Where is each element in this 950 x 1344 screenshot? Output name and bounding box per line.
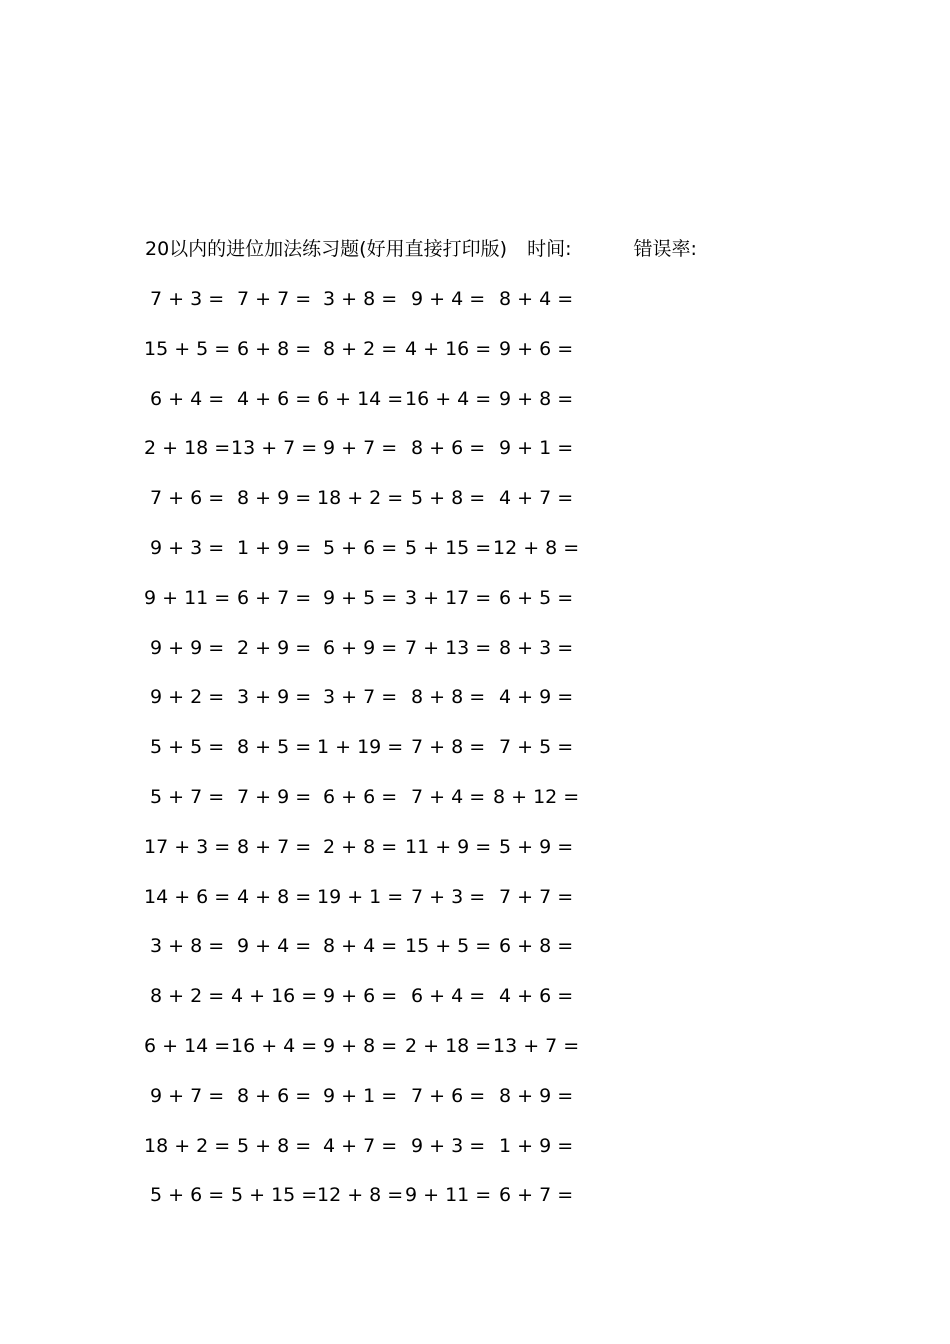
addition-problem: 12 + 8 = bbox=[493, 537, 580, 559]
addition-problem: 9 + 7 = bbox=[323, 437, 398, 460]
addition-problem: 8 + 4 = bbox=[323, 935, 398, 958]
addition-problem: 18 + 2 = bbox=[317, 487, 404, 510]
addition-problem: 9 + 5 = bbox=[323, 586, 398, 609]
addition-problem: 9 + 6 = bbox=[323, 985, 398, 1008]
addition-problem: 9 + 11 = bbox=[405, 1184, 492, 1207]
addition-problem: 2 + 18 = bbox=[405, 1035, 492, 1057]
addition-problem: 7 + 7 = bbox=[237, 288, 312, 310]
problem-row bbox=[0, 1132, 950, 1160]
addition-problem: 7 + 6 = bbox=[411, 1084, 486, 1107]
problem-row bbox=[0, 783, 950, 811]
addition-problem: 8 + 12 = bbox=[493, 786, 580, 808]
problem-row bbox=[0, 385, 950, 413]
addition-problem: 4 + 8 = bbox=[237, 885, 312, 908]
addition-problem: 6 + 4 = bbox=[411, 985, 486, 1008]
addition-problem: 8 + 9 = bbox=[499, 1084, 574, 1107]
addition-problem: 3 + 9 = bbox=[237, 686, 312, 709]
addition-problem: 1 + 9 = bbox=[499, 1134, 574, 1157]
addition-problem: 8 + 8 = bbox=[411, 686, 486, 709]
problem-row bbox=[0, 883, 950, 911]
addition-problem: 6 + 14 = bbox=[144, 1035, 231, 1057]
addition-problem: 9 + 11 = bbox=[144, 586, 231, 609]
addition-problem: 8 + 4 = bbox=[499, 288, 574, 310]
problem-row bbox=[0, 982, 950, 1010]
problem-row bbox=[0, 434, 950, 462]
problem-row bbox=[0, 683, 950, 711]
addition-problem: 11 + 9 = bbox=[405, 835, 492, 858]
addition-problem: 4 + 16 = bbox=[231, 985, 318, 1008]
addition-problem: 6 + 8 = bbox=[499, 935, 574, 958]
problem-row bbox=[0, 285, 950, 313]
problem-row bbox=[0, 534, 950, 562]
problem-row bbox=[0, 1032, 950, 1060]
addition-problem: 2 + 9 = bbox=[237, 636, 312, 659]
addition-problem: 5 + 9 = bbox=[499, 835, 574, 858]
addition-problem: 9 + 3 = bbox=[150, 537, 225, 559]
addition-problem: 4 + 6 = bbox=[237, 387, 312, 410]
addition-problem: 4 + 7 = bbox=[499, 487, 574, 510]
problem-row bbox=[0, 484, 950, 512]
addition-problem: 15 + 5 = bbox=[144, 337, 231, 360]
addition-problem: 7 + 3 = bbox=[411, 885, 486, 908]
addition-problem: 6 + 14 = bbox=[317, 387, 404, 410]
addition-problem: 15 + 5 = bbox=[405, 935, 492, 958]
problem-row bbox=[0, 584, 950, 612]
addition-problem: 14 + 6 = bbox=[144, 885, 231, 908]
addition-problem: 9 + 1 = bbox=[499, 437, 574, 460]
addition-problem: 9 + 3 = bbox=[411, 1134, 486, 1157]
addition-problem: 5 + 8 = bbox=[411, 487, 486, 510]
addition-problem: 5 + 15 = bbox=[231, 1184, 318, 1207]
addition-problem: 5 + 6 = bbox=[150, 1184, 225, 1207]
addition-problem: 4 + 9 = bbox=[499, 686, 574, 709]
worksheet-title: 20以内的进位加法练习题(好用直接打印版) bbox=[145, 238, 508, 260]
problem-row bbox=[0, 733, 950, 761]
addition-problem: 7 + 5 = bbox=[499, 736, 574, 759]
addition-problem: 1 + 9 = bbox=[237, 537, 312, 559]
addition-problem: 3 + 17 = bbox=[405, 586, 492, 609]
addition-problem: 13 + 7 = bbox=[231, 437, 318, 460]
problem-row bbox=[0, 335, 950, 363]
addition-problem: 5 + 8 = bbox=[237, 1134, 312, 1157]
addition-problem: 5 + 15 = bbox=[405, 537, 492, 559]
addition-problem: 9 + 8 = bbox=[499, 387, 574, 410]
addition-problem: 8 + 3 = bbox=[499, 636, 574, 659]
addition-problem: 8 + 6 = bbox=[411, 437, 486, 460]
addition-problem: 3 + 8 = bbox=[150, 935, 225, 958]
addition-problem: 6 + 4 = bbox=[150, 387, 225, 410]
addition-problem: 2 + 18 = bbox=[144, 437, 231, 460]
time-label: 时间: bbox=[527, 238, 572, 260]
addition-problem: 7 + 7 = bbox=[499, 885, 574, 908]
addition-problem: 6 + 7 = bbox=[237, 586, 312, 609]
problem-row bbox=[0, 1082, 950, 1110]
addition-problem: 7 + 6 = bbox=[150, 487, 225, 510]
addition-problem: 2 + 8 = bbox=[323, 835, 398, 858]
addition-problem: 4 + 7 = bbox=[323, 1134, 398, 1157]
problem-row bbox=[0, 634, 950, 662]
addition-problem: 5 + 5 = bbox=[150, 736, 225, 759]
addition-problem: 6 + 6 = bbox=[323, 786, 398, 808]
error-rate-label: 错误率: bbox=[633, 238, 697, 260]
addition-problem: 16 + 4 = bbox=[231, 1035, 318, 1057]
addition-problem: 8 + 6 = bbox=[237, 1084, 312, 1107]
addition-problem: 9 + 1 = bbox=[323, 1084, 398, 1107]
addition-problem: 8 + 2 = bbox=[150, 985, 225, 1008]
problem-row bbox=[0, 833, 950, 861]
addition-problem: 5 + 6 = bbox=[323, 537, 398, 559]
addition-problem: 7 + 4 = bbox=[411, 786, 486, 808]
addition-problem: 4 + 6 = bbox=[499, 985, 574, 1008]
addition-problem: 8 + 9 = bbox=[237, 487, 312, 510]
addition-problem: 17 + 3 = bbox=[144, 835, 231, 858]
addition-problem: 8 + 7 = bbox=[237, 835, 312, 858]
addition-problem: 6 + 8 = bbox=[237, 337, 312, 360]
addition-problem: 12 + 8 = bbox=[317, 1184, 404, 1207]
addition-problem: 9 + 9 = bbox=[150, 636, 225, 659]
addition-problem: 6 + 5 = bbox=[499, 586, 574, 609]
problem-row bbox=[0, 932, 950, 960]
addition-problem: 6 + 9 = bbox=[323, 636, 398, 659]
addition-problem: 3 + 7 = bbox=[323, 686, 398, 709]
addition-problem: 6 + 7 = bbox=[499, 1184, 574, 1207]
addition-problem: 18 + 2 = bbox=[144, 1134, 231, 1157]
addition-problem: 7 + 8 = bbox=[411, 736, 486, 759]
addition-problem: 4 + 16 = bbox=[405, 337, 492, 360]
addition-problem: 1 + 19 = bbox=[317, 736, 404, 759]
addition-problem: 7 + 3 = bbox=[150, 288, 225, 310]
problem-row bbox=[0, 1181, 950, 1209]
addition-problem: 5 + 7 = bbox=[150, 786, 225, 808]
addition-problem: 9 + 4 = bbox=[411, 288, 486, 310]
addition-problem: 9 + 7 = bbox=[150, 1084, 225, 1107]
addition-problem: 13 + 7 = bbox=[493, 1035, 580, 1057]
addition-problem: 7 + 9 = bbox=[237, 786, 312, 808]
addition-problem: 3 + 8 = bbox=[323, 288, 398, 310]
addition-problem: 7 + 13 = bbox=[405, 636, 492, 659]
addition-problem: 8 + 5 = bbox=[237, 736, 312, 759]
addition-problem: 9 + 6 = bbox=[499, 337, 574, 360]
addition-problem: 9 + 4 = bbox=[237, 935, 312, 958]
addition-problem: 8 + 2 = bbox=[323, 337, 398, 360]
addition-problem: 9 + 8 = bbox=[323, 1035, 398, 1057]
addition-problem: 16 + 4 = bbox=[405, 387, 492, 410]
addition-problem: 19 + 1 = bbox=[317, 885, 404, 908]
addition-problem: 9 + 2 = bbox=[150, 686, 225, 709]
